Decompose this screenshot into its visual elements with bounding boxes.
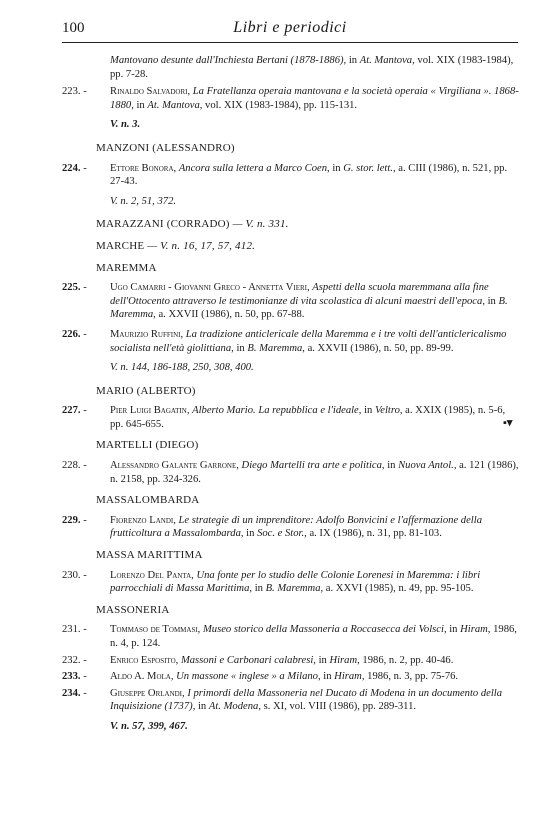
title: La Fratellanza operaia mantovana e la società operaia « Virgiliana ». 1868-1880 bbox=[110, 86, 519, 111]
see-also: V. n. 144, 186-188, 250, 308, 400. bbox=[110, 362, 254, 374]
title: Una fonte per lo studio delle Colonie Lorenesi in Maremma: i libri parrocchiali di Massa Marittima bbox=[110, 569, 481, 595]
section-heading-maremma: MAREMMA bbox=[96, 261, 157, 274]
author: Maurizio Ruffini bbox=[110, 328, 181, 340]
title: Museo storico della Massoneria a Roccasecca dei Volsci bbox=[202, 624, 444, 636]
entry-226: 226. - Maurizio Ruffini, La tradizione anticlericale della Maremma e i tre volti dell'anticlericalismo socialista nell'età giolittiana, in B. Maremma, a. XXVII (1986), n. 50, pp. 89-99. bbox=[62, 328, 507, 354]
author: Tommaso de Tommasi bbox=[110, 624, 198, 636]
author: Ettore Bonora bbox=[110, 162, 174, 174]
entry-224: 224. - Ettore Bonora, Ancora sulla lettera a Marco Coen, in G. stor. lett., a. CIII (1986), n. 521, pp. 27-43. bbox=[62, 162, 508, 188]
journal: Veltro bbox=[374, 405, 400, 417]
author: Ugo Camarri - Giovanni Greco - Annetta Vieri bbox=[110, 282, 307, 294]
journal: Hiram bbox=[460, 624, 488, 636]
author: Enrico Esposito bbox=[110, 654, 176, 666]
see-also: V. n. 2, 51, 372. bbox=[110, 195, 177, 207]
entry-227: 227. - Pier Luigi Bagatin, Alberto Mario. La repubblica e l'ideale, in Veltro, a. XXIX (1985), n. 5-6, pp. 645-655. bbox=[62, 405, 506, 430]
page-header bbox=[62, 16, 518, 43]
author: Pier Luigi Bagatin bbox=[110, 405, 187, 417]
section-heading-massa-marittima: MASSA MARITTIMA bbox=[96, 549, 203, 562]
section-heading-manzoni: MANZONI (ALESSANDRO) bbox=[96, 141, 235, 154]
title: Diego Martelli tra arte e politica bbox=[241, 460, 382, 472]
entry-230: 230. - Lorenzo Del Panta, Una fonte per lo studio delle Colonie Lorenesi in Maremma: i libri parrocchiali di Massa Marittima, in B. Maremma, a. XXVI (1985), n. 49, pp. 95-105. bbox=[62, 569, 481, 595]
section-heading-massalombarda: MASSALOMBARDA bbox=[96, 494, 200, 507]
title: Ancora sulla lettera a Marco Coen bbox=[178, 162, 328, 174]
title: Alberto Mario. La repubblica e l'ideale bbox=[192, 405, 359, 417]
section-heading-martelli: MARTELLI (DIEGO) bbox=[96, 439, 199, 452]
title: Un massone « inglese » a Milano bbox=[176, 671, 318, 683]
see-also: V. n. 57, 399, 467. bbox=[110, 720, 188, 732]
journal: B. Maremma bbox=[247, 342, 303, 354]
margin-mark: ▪▾ bbox=[503, 417, 513, 429]
see-also: V. n. 3. bbox=[110, 119, 141, 131]
journal: Soc. e Stor. bbox=[257, 528, 305, 540]
title: Massoni e Carbonari calabresi bbox=[180, 654, 314, 666]
author: Giuseppe Orlandi bbox=[110, 687, 183, 699]
entry-234: 234. - Giuseppe Orlandi, I primordi della Massoneria nel Ducato di Modena in un documento della Inquisizione (1737), in At. Modena, s. XI, vol. VIII (1986), pp. 289-311. bbox=[62, 687, 503, 713]
journal: At. Mantova bbox=[147, 99, 200, 111]
entry-229: 229. - Fiorenzo Landi, Le strategie di un imprenditore: Adolfo Bonvicini e l'affermazione della frutticoltura a Massalombarda, in Soc. e Stor., a. IX (1986), n. 31, pp. 81-103. bbox=[62, 514, 482, 540]
journal: G. stor. lett. bbox=[343, 162, 393, 174]
bibliography-list bbox=[62, 54, 520, 744]
title: La tradizione anticlericale della Maremma e i tre volti dell'anticlericalismo socialista nell'età giolittiana bbox=[110, 328, 507, 354]
page-number: 100 bbox=[62, 20, 85, 36]
entry-225: 225. - Ugo Camarri - Giovanni Greco - Annetta Vieri, Aspetti della scuola maremmana alla fine dell'Ottocento attraverso le testimonianze di vita scolastica di alcuni maestri dell'epoca, in B. Maremma, a. XXVII (1986), n. 50, pp. 67-88. bbox=[62, 282, 508, 321]
section-heading-marazzani: MARAZZANI (CORRADO) — V. n. 331. bbox=[96, 218, 289, 231]
running-title: Libri e periodici bbox=[233, 19, 347, 36]
title: I primordi della Massoneria nel Ducato di Modena in un documento della Inquisizione (1737) bbox=[110, 687, 503, 713]
journal: Nuova Antol. bbox=[398, 460, 454, 472]
entry-233: 233. - Aldo A. Mola, Un massone « inglese » a Milano, in Hiram, 1986, n. 3, pp. 75-76. bbox=[62, 671, 459, 683]
journal: B. Maremma bbox=[265, 583, 321, 595]
entry-231: 231. - Tommaso de Tommasi, Museo storico della Massoneria a Roccasecca dei Volsci, in Hiram, 1986, n. 4, p. 124. bbox=[62, 624, 517, 649]
entry-continuation: Mantovano desunte dall'Inchiesta Bertani (1878-1886), in At. Mantova, vol. XIX (1983-1984), pp. 7-28. bbox=[110, 55, 514, 80]
entry-232: 232. - Enrico Esposito, Massoni e Carbonari calabresi, in Hiram, 1986, n. 2, pp. 40-46. bbox=[62, 654, 454, 666]
section-heading-marche: MARCHE — V. n. 16, 17, 57, 412. bbox=[96, 239, 256, 252]
journal: Hiram bbox=[329, 654, 358, 666]
section-heading-mario: MARIO (ALBERTO) bbox=[96, 384, 196, 397]
entry-223: 223. - Rinaldo Salvadori, La Fratellanza operaia mantovana e la società operaia « Virgiliana ». 1868-1880, in At. Mantova, vol. XIX (1983-1984), pp. 115-131. bbox=[62, 86, 519, 111]
journal: Hiram bbox=[334, 671, 362, 683]
author: Rinaldo Salvadori bbox=[110, 86, 188, 98]
author: Lorenzo Del Panta bbox=[110, 569, 192, 581]
journal: At. Modena bbox=[208, 701, 259, 713]
author: Fiorenzo Landi bbox=[110, 514, 174, 526]
section-heading-massoneria: MASSONERIA bbox=[96, 603, 170, 616]
author: Alessandro Galante Garrone bbox=[110, 460, 237, 472]
title: Aspetti della scuola maremmana alla fine dell'Ottocento attraverso le testimonianze di vita scolastica di alcuni maestri dell'epoca bbox=[110, 282, 489, 307]
title: Le strategie di un imprenditore: Adolfo Bonvicini e l'affermazione della frutticoltura a Massalombarda bbox=[110, 514, 482, 540]
author: Aldo A. Mola bbox=[110, 671, 171, 683]
entry-228: 228. - Alessandro Galante Garrone, Diego Martelli tra arte e politica, in Nuova Antol., a. 121 (1986), n. 2158, pp. 324-326. bbox=[62, 460, 519, 485]
journal: B. Maremma bbox=[110, 295, 508, 321]
